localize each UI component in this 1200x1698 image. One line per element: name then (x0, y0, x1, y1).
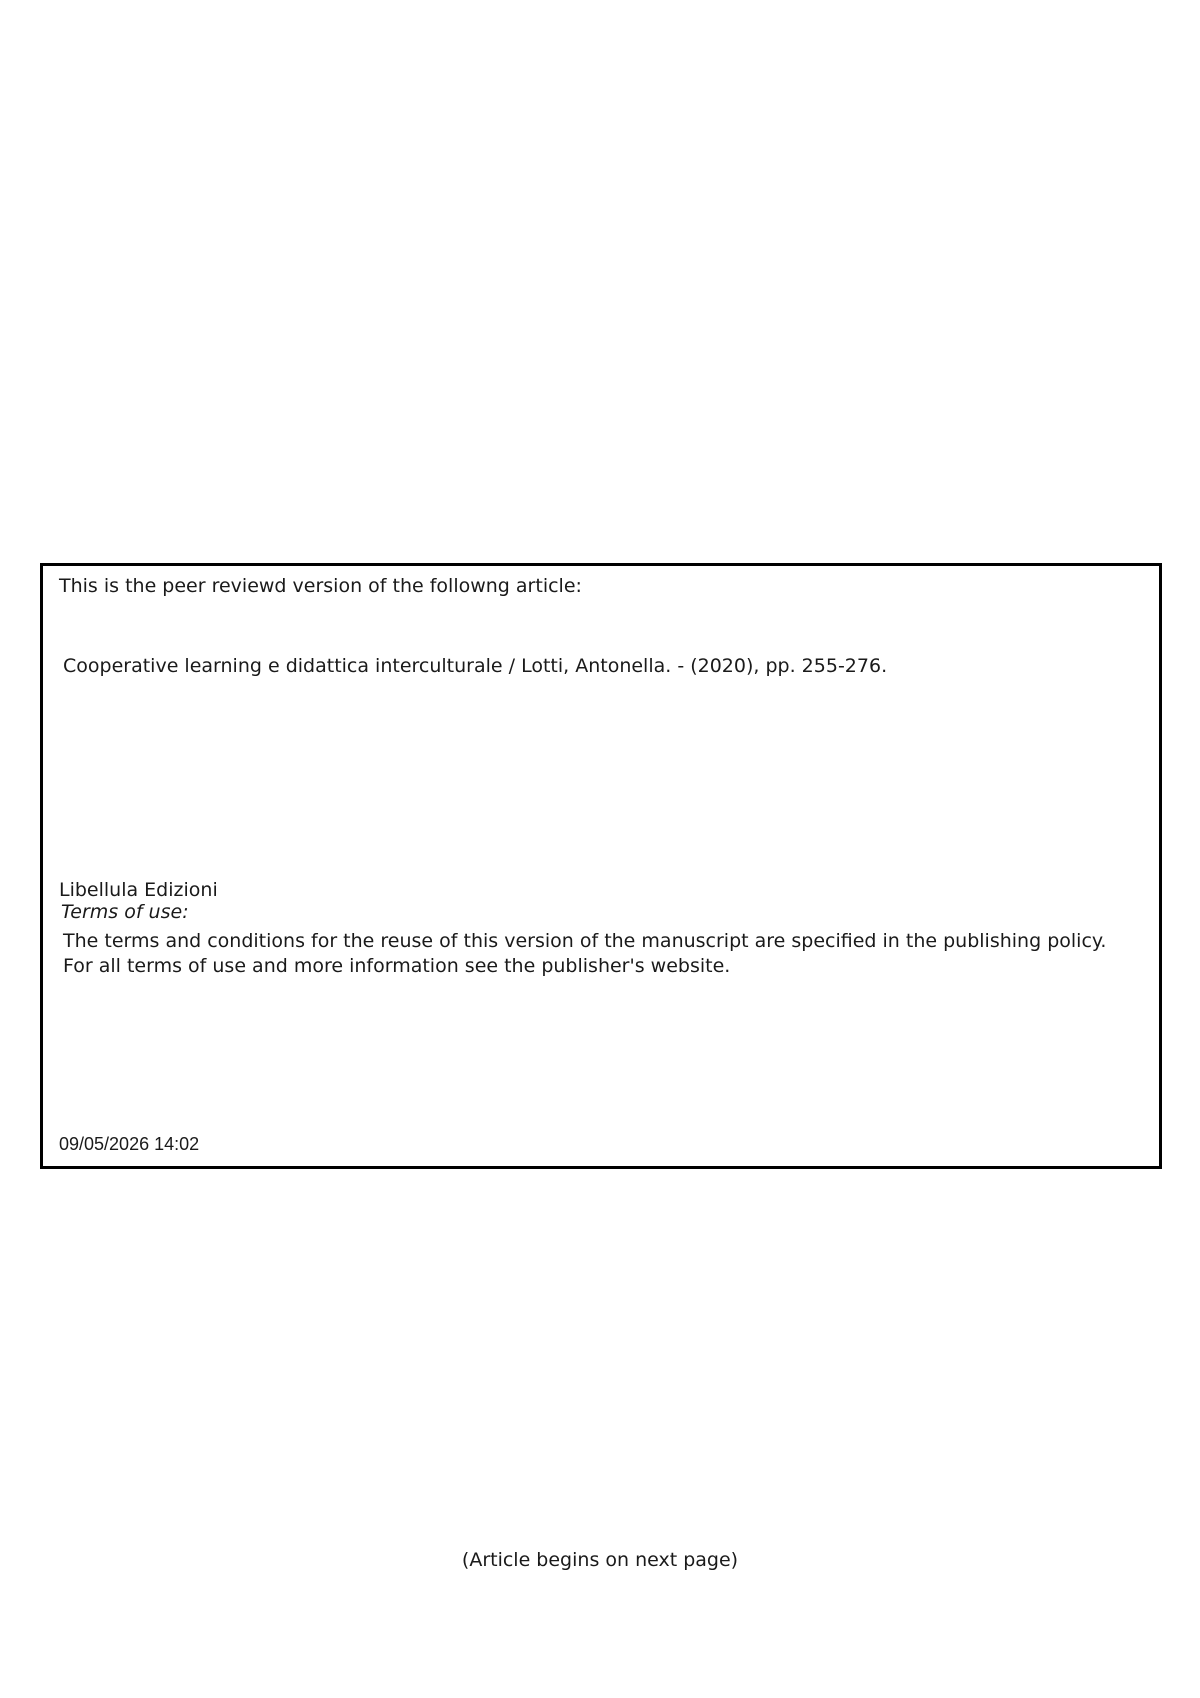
publisher-name: Libellula Edizioni (59, 879, 218, 901)
terms-heading: Terms of use: (61, 901, 189, 923)
intro-text: This is the peer reviewd version of the followng article: (59, 575, 582, 597)
article-citation: Cooperative learning e didattica interculturale / Lotti, Antonella. - (2020), pp. 255-276. (63, 655, 888, 677)
download-timestamp: 09/05/2026 14:02 (59, 1134, 200, 1154)
cover-sheet-box (40, 563, 1162, 1169)
terms-body: The terms and conditions for the reuse of this version of the manuscript are specified in the publishing policy. For all terms of use and more information see the publisher's website. (63, 930, 1107, 977)
footer-note: (Article begins on next page) (461, 1549, 739, 1571)
